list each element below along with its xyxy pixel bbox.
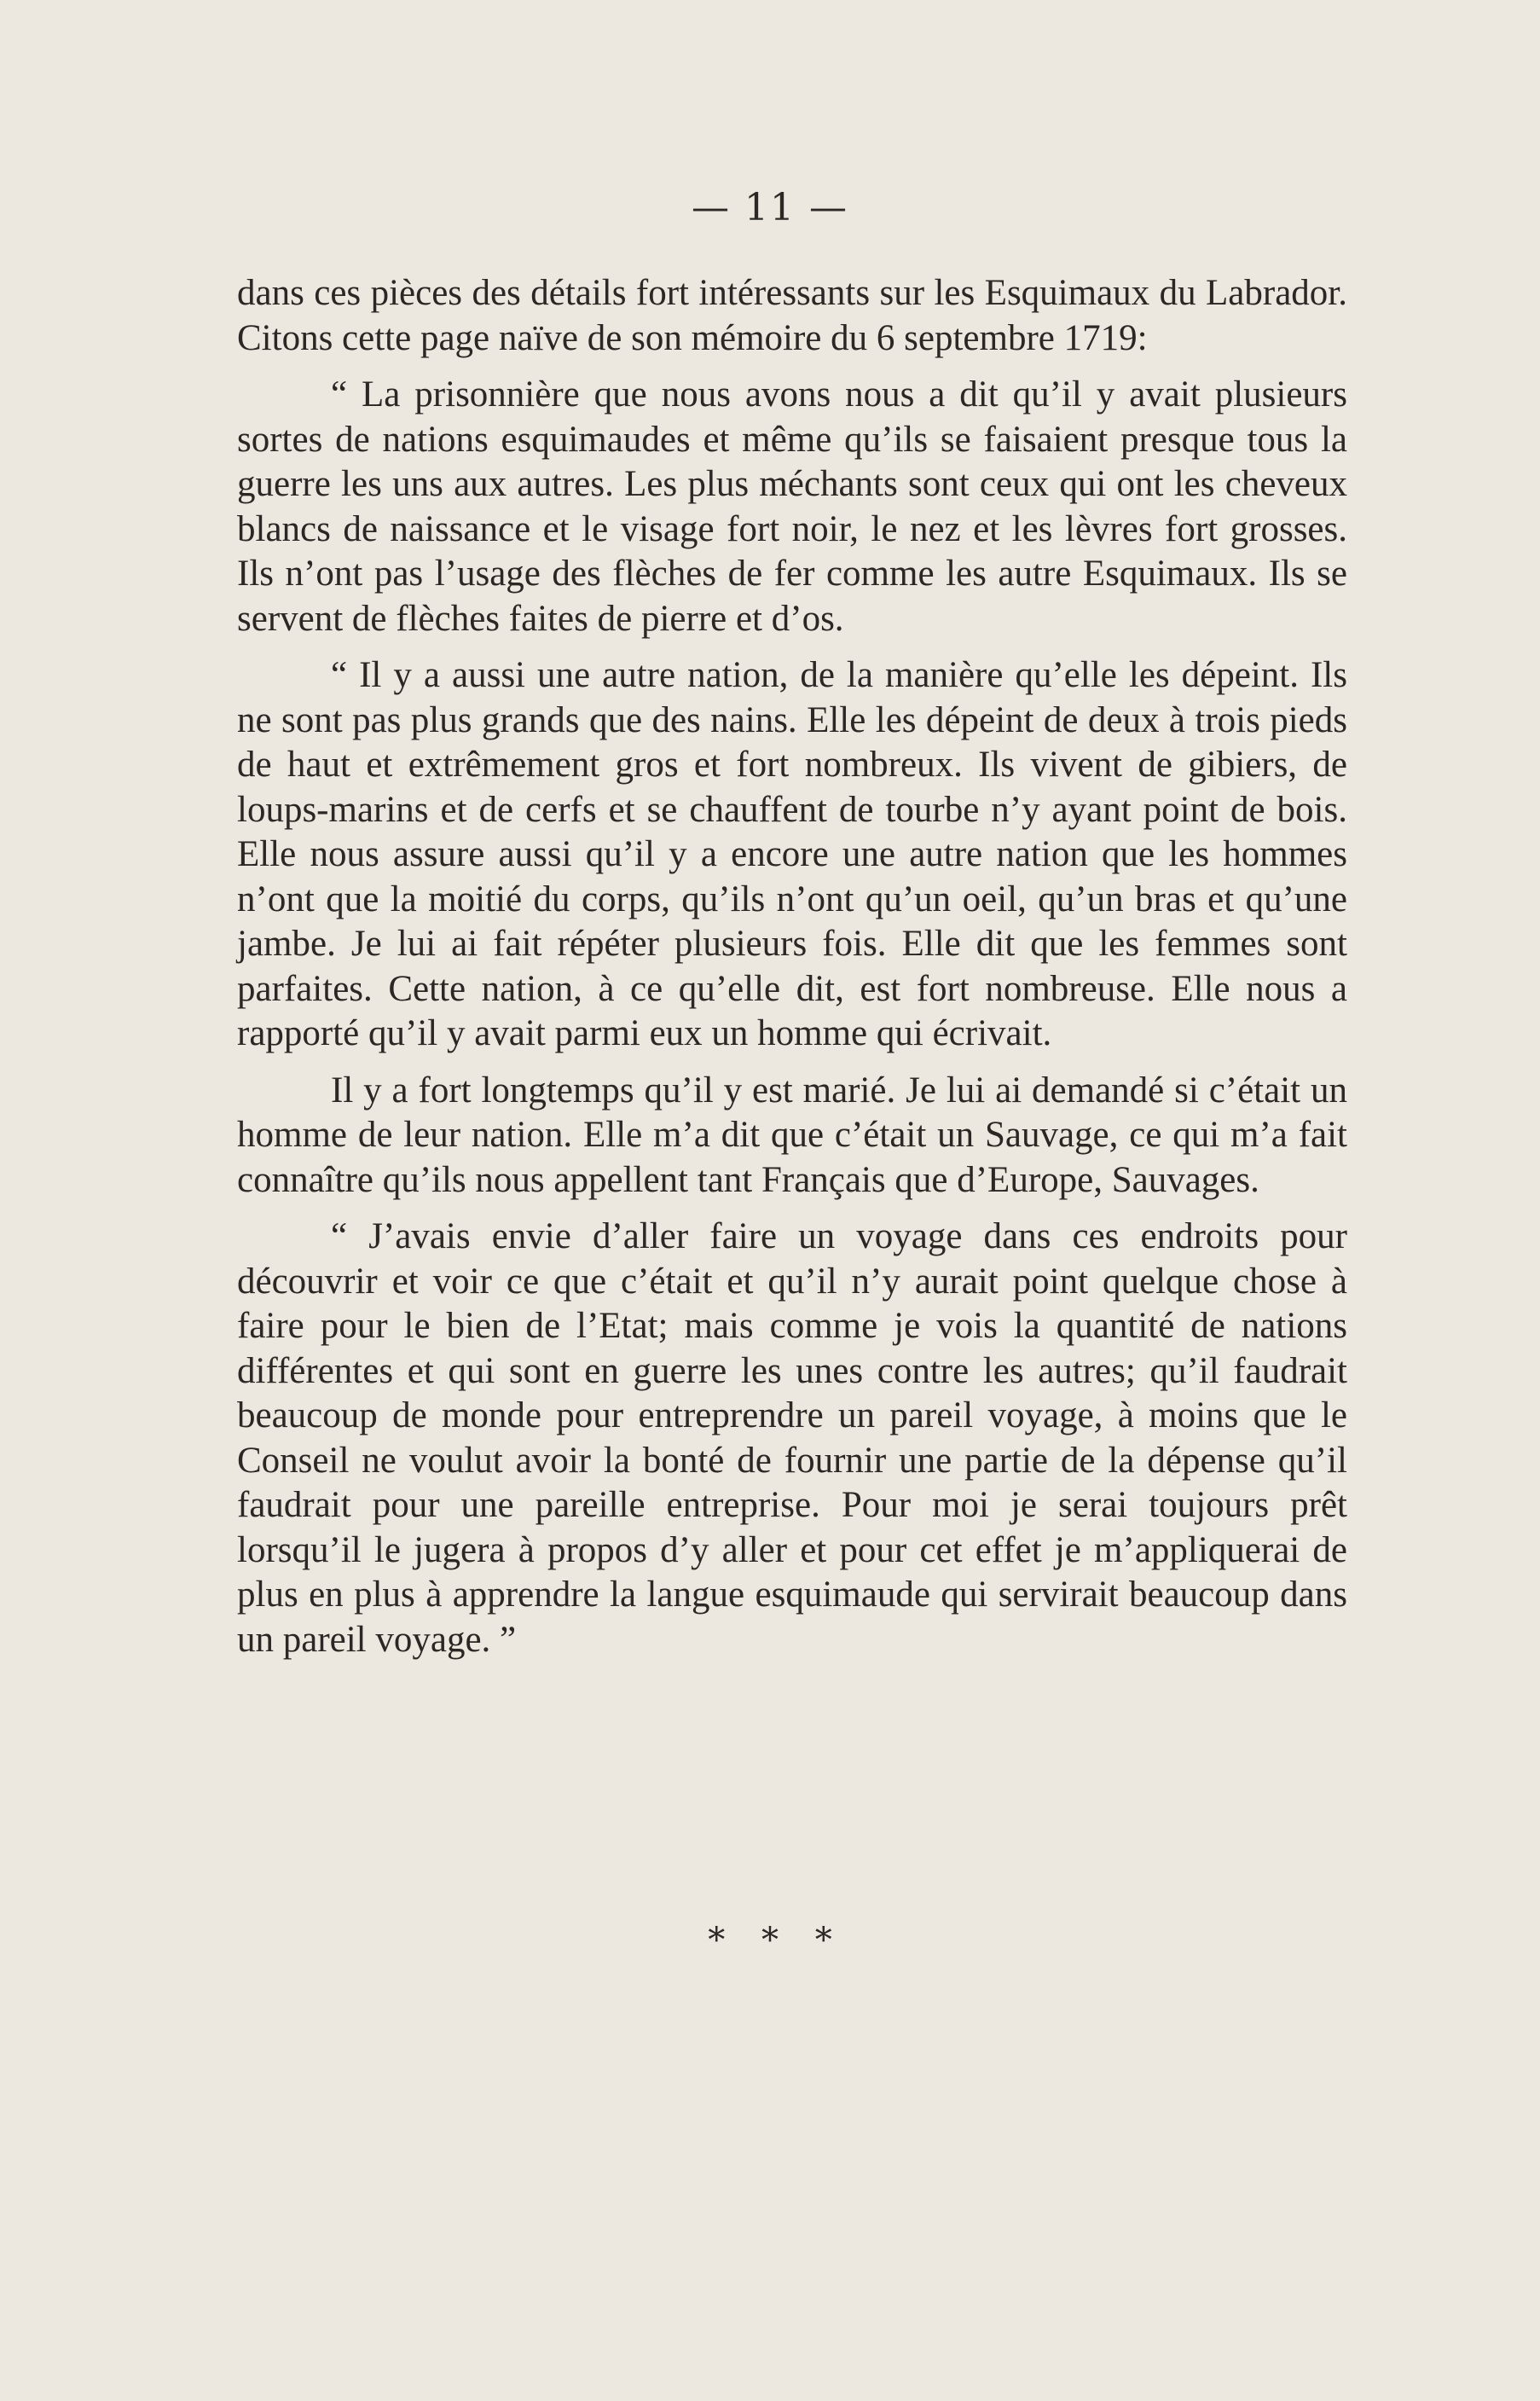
paragraph-quote-nations: “ Il y a aussi une autre nation, de la manière qu’elle les dépeint. Ils ne sont pas plus grands que des nains. Elle les dépeint de deux à trois pieds de haut et extrêmement gros et fort nombreux. Ils vivent de gibiers, de loups-marins et de cerfs et se chauffent de tourbe n’y ayant point de bois. Elle nous assure aussi qu’il y a encore une autre nation que les hommes n’ont que la moitié du corps, qu’ils n’ont qu’un oeil, qu’un bras et qu’une jambe. Je lui ai fait répéter plusieurs fois. Elle dit que les femmes sont parfaites. Cette nation, à ce qu’elle dit, est fort nombreuse. Elle nous a rapporté qu’il y avait parmi eux un homme qui écrivait. [237, 655, 1347, 1053]
paragraph-intro: dans ces pièces des détails fort intéressants sur les Esquimaux du Labrador. Citons cette page naïve de son mémoire du 6 septembre 1719: [237, 273, 1347, 358]
page-number: — 11 — [692, 186, 848, 229]
paragraph-quote-voyage: “ J’avais envie d’aller faire un voyage dans ces endroits pour découvrir et voir ce que c’était et qu’il n’y aurait point quelque chose à faire pour le bien de l’Etat; mais comme je vois la quantité de nations différentes et qui sont en guerre les unes contre les autres; qu’il faudrait beaucoup de monde pour entreprendre un pareil voyage, à moins que le Conseil ne voulut avoir la bonté de fournir une partie de la dépense qu’il faudrait pour une pareille entreprise. Pour moi je serai toujours prêt lorsqu’il le jugera à propos d’y aller et pour cet effet je m’appliquerai de plus en plus à apprendre la langue esquimaude qui servirait beaucoup dans un pareil voyage. ” [237, 1216, 1347, 1660]
paragraph-quote-prisoner: “ La prisonnière que nous avons nous a dit qu’il y avait plusieurs sortes de nations esquimaudes et même qu’ils se faisaient presque tous la guerre les uns aux autres. Les plus méchants sont ceux qui ont les cheveux blancs de naissance et le visage fort noir, le nez et les lèvres fort grosses. Ils n’ont pas l’usage des flèches de fer comme les autre Esquimaux. Ils se servent de flèches faites de pierre et d’os. [237, 374, 1347, 639]
body-text [237, 271, 1347, 1674]
section-ornament: * * * [708, 1921, 832, 1960]
paragraph-married: Il y a fort longtemps qu’il y est marié. Je lui ai demandé si c’était un homme de leur nation. Elle m’a dit que c’était un Sauvage, ce qui m’a fait connaître qu’ils nous appellent tant Français que d’Europe, Sauvages. [237, 1070, 1347, 1200]
